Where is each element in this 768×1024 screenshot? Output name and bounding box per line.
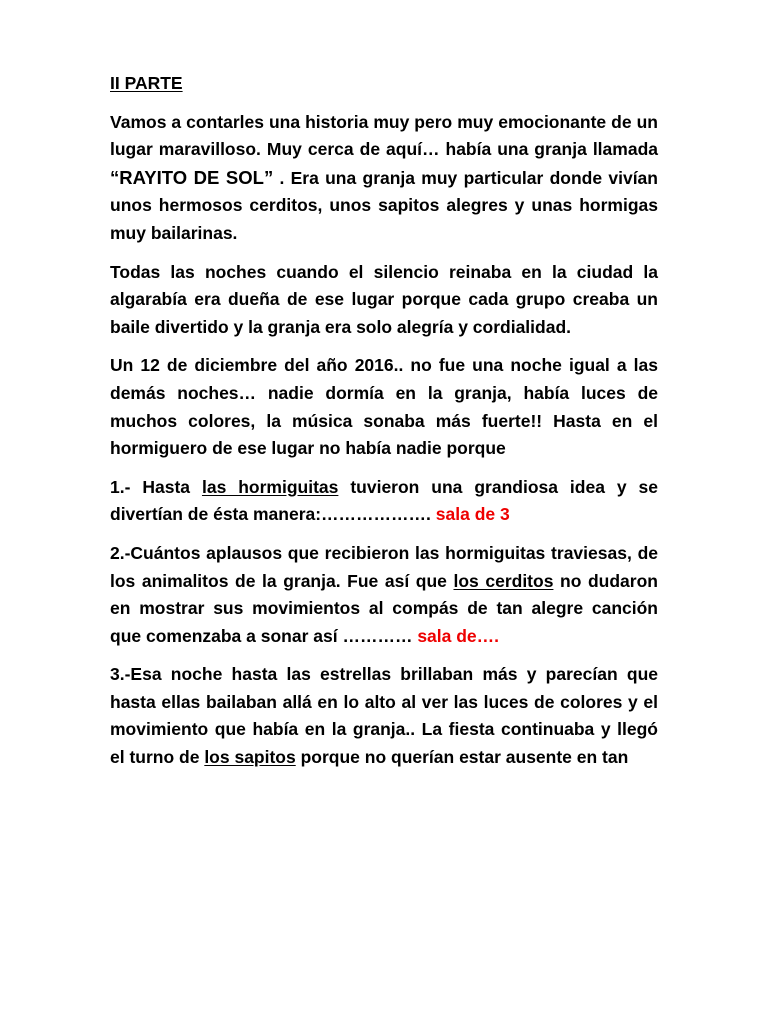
item1-prefix: 1.- Hasta <box>110 476 202 497</box>
paragraph-december: Un 12 de diciembre del año 2016.. no fue una noche igual a las demás noches… nadie dormía en la granja, había luces de muchos colores, la música sonaba más fuerte!! Hasta en el hormiguero de ese lugar no había nadie porque <box>110 355 658 459</box>
list-item-3 <box>110 661 658 771</box>
farm-name: “RAYITO DE SOL” <box>110 166 274 188</box>
item2-underlined: los cerditos <box>453 570 554 591</box>
item2-prefix: 2.-Cuántos aplausos que recibieron las hormiguitas traviesas, de los animalitos de la granja. Fue así que <box>110 542 658 591</box>
section-heading: II PARTE <box>110 73 183 93</box>
item3-prefix: 3.-Esa noche hasta las estrellas brillaban más y parecían que hasta ellas bailaban allá en lo alto al ver las luces de colores y el movimiento que había en la granja.. La fiesta continuaba y llegó el turno de <box>110 664 658 768</box>
item1-middle: tuvieron una grandiosa idea y se divertían de ésta manera:………………. <box>110 476 659 525</box>
item2-room-label: sala de…. <box>417 625 500 646</box>
intro-text-1: Vamos a contarles una historia muy pero muy emocionante de un lugar maravilloso. Muy cerca de aquí… había una granja llamada <box>110 111 658 160</box>
item2-middle: no dudaron en mostrar sus movimientos al compás de tan alegre canción que comenzaba a sonar así ………… <box>110 570 658 646</box>
item3-underlined: los sapitos <box>204 747 296 768</box>
item1-room-label: sala de 3 <box>435 504 510 525</box>
intro-text-2: . Era una granja muy particular donde vivían unos hermosos cerditos, unos sapitos alegres y unas hormigas muy bailarinas. <box>110 167 658 243</box>
paragraph-intro <box>110 109 658 248</box>
item3-suffix: porque no querían estar ausente en tan <box>295 747 629 768</box>
list-item-1 <box>110 474 658 529</box>
item1-underlined: las hormiguitas <box>201 476 339 497</box>
list-item-2 <box>110 540 658 650</box>
paragraph-nights: Todas las noches cuando el silencio reinaba en la ciudad la algarabía era dueña de ese lugar porque cada grupo creaba un baile divertido y la granja era solo alegría y cordialidad. <box>110 261 658 337</box>
document-page <box>110 70 658 783</box>
